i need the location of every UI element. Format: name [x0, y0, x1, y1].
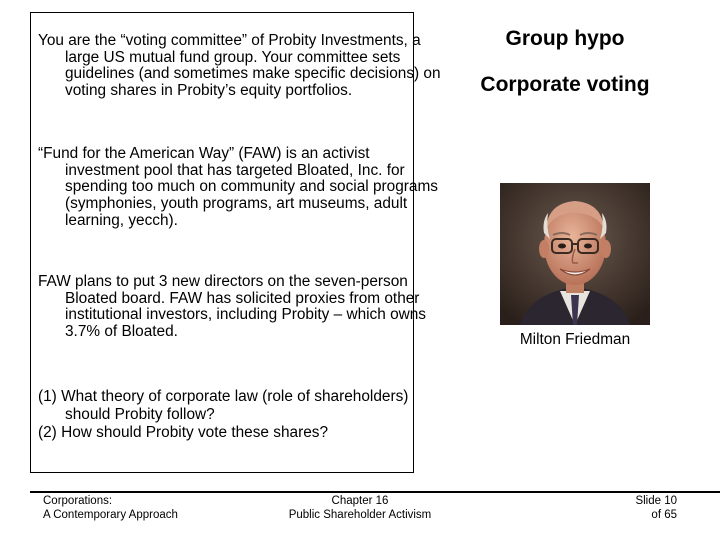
- footer-book: [43, 494, 178, 522]
- question-2: (2) How should Probity vote these shares?: [38, 424, 329, 441]
- footer-book-line1: Corporations:: [43, 495, 113, 507]
- footer-slide-line2: of 65: [651, 509, 677, 521]
- hypo-questions: [38, 388, 416, 442]
- hypo-paragraph-board-plan: FAW plans to put 3 new directors on the seven-person Bloated board. FAW has solicited proxies from other institutional investors, including Probity – which owns 3.7% of Bloated.: [38, 273, 427, 341]
- portrait-photo: [500, 183, 650, 325]
- footer-divider: [30, 491, 720, 493]
- photo-caption: Milton Friedman: [519, 331, 631, 348]
- hypo-paragraph-voting-committee: You are the “voting committee” of Probity Investments, a large US mutual fund group. Your committee sets guidelines (and sometimes make specific decisions) on voting shares in Probity’s equity portfolios.: [38, 32, 441, 100]
- footer-chapter-line2: Public Shareholder Activism: [288, 509, 432, 521]
- slide-subtitle: Corporate voting: [480, 73, 650, 96]
- footer-slide-number: [560, 494, 677, 522]
- footer-book-line2: A Contemporary Approach: [43, 509, 178, 521]
- question-1: (1) What theory of corporate law (role of shareholders) should Probity follow?: [38, 388, 409, 423]
- hypo-paragraph-faw: “Fund for the American Way” (FAW) is an activist investment pool that has targeted Bloated, Inc. for spending too much on community and social programs (symphonies, youth programs, art museums, adult learning, yecch).: [38, 145, 438, 229]
- footer-slide-line1: Slide 10: [635, 495, 677, 507]
- slide-title: Group hypo: [505, 27, 625, 50]
- portrait-illustration: [500, 183, 650, 325]
- footer-chapter-line1: Chapter 16: [331, 495, 389, 507]
- footer-chapter: [260, 494, 460, 522]
- hypo-text-box: [30, 12, 441, 473]
